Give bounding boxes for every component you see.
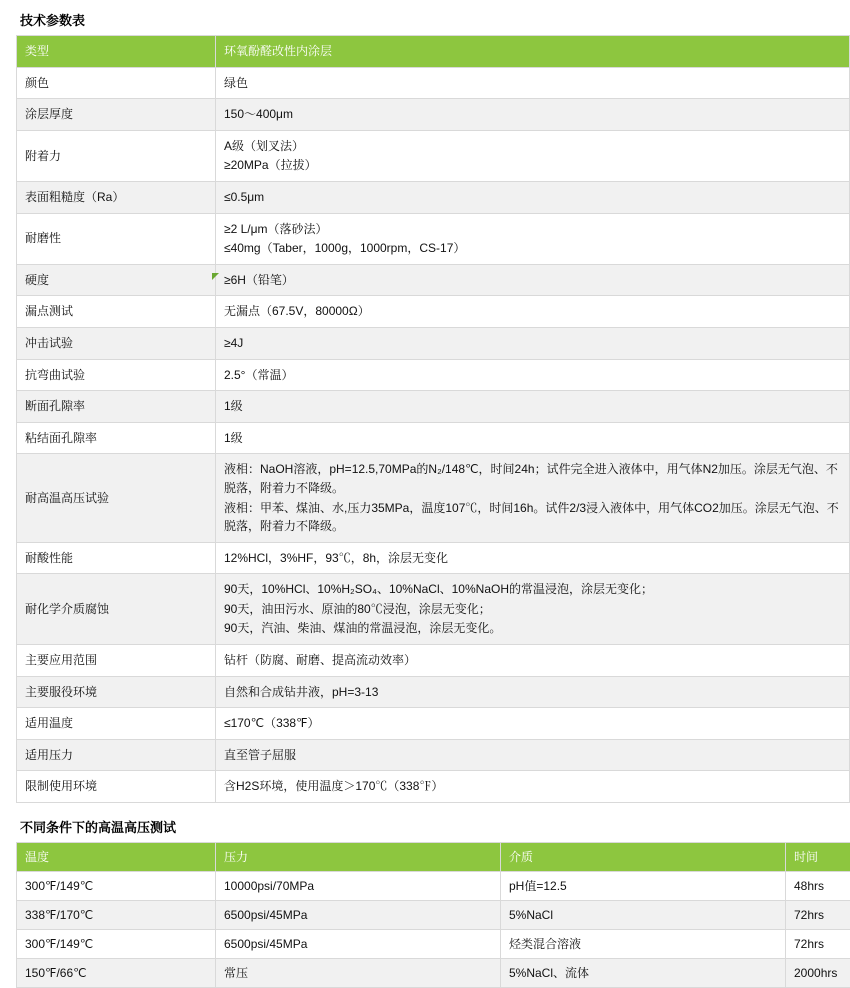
hthp-test-table xyxy=(16,842,850,988)
spec-value-line: ≥20MPa（拉拔） xyxy=(224,156,841,175)
spec-row-value xyxy=(216,130,850,181)
spec-value-line: ≥6H（铅笔） xyxy=(224,271,841,290)
hthp-table-title: 不同条件下的高温高压测试 xyxy=(20,817,842,836)
spec-row xyxy=(17,645,850,677)
spec-row xyxy=(17,676,850,708)
spec-row xyxy=(17,181,850,213)
spec-row-label: 附着力 xyxy=(17,130,216,181)
hthp-table-body xyxy=(17,843,850,988)
spec-row-label: 类型 xyxy=(17,36,216,68)
spec-row-value xyxy=(216,67,850,99)
spec-row xyxy=(17,542,850,574)
spec-value-line: 液相：NaOH溶液，pH=12.5,70MPa的N₂/148℃，时间24h；试件完全进入液体中，用气体N2加压。涂层无气泡、不脱落，附着力不降级。 xyxy=(224,460,841,497)
spec-row-value xyxy=(216,213,850,264)
spec-row-value xyxy=(216,296,850,328)
spec-value-line: 钻杆（防腐、耐磨、提高流动效率） xyxy=(224,651,841,670)
hthp-cell: 10000psi/70MPa xyxy=(216,872,501,901)
spec-row-value xyxy=(216,264,850,296)
spec-row-value xyxy=(216,676,850,708)
spec-value-line: 液相：甲苯、煤油、水,压力35MPa，温度107℃，时间16h。试件2/3浸入液体中，用气体CO2加压。涂层无气泡、不脱落，附着力不降级。 xyxy=(224,499,841,536)
green-corner-marker-icon xyxy=(212,273,219,280)
spec-value-line: 12%HCl，3%HF，93℃，8h，涂层无变化 xyxy=(224,549,841,568)
spec-row-label: 耐高温高压试验 xyxy=(17,454,216,542)
spec-value-line: 90天，汽油、柴油、煤油的常温浸泡，涂层无变化。 xyxy=(224,619,841,638)
spec-row-value xyxy=(216,771,850,803)
spec-row xyxy=(17,327,850,359)
spec-row-label: 耐酸性能 xyxy=(17,542,216,574)
spec-row xyxy=(17,359,850,391)
hthp-row xyxy=(17,901,850,930)
spec-row-value xyxy=(216,391,850,423)
spec-value-line: 90天，油田污水、原油的80℃浸泡，涂层无变化； xyxy=(224,600,841,619)
spec-row-label: 耐化学介质腐蚀 xyxy=(17,574,216,645)
spec-row xyxy=(17,213,850,264)
hthp-cell: 5%NaCl xyxy=(501,901,786,930)
spec-value-line: 环氧酚醛改性内涂层 xyxy=(224,42,841,61)
spec-value-line: 150～400μm xyxy=(224,105,841,124)
spec-value-line: ≤0.5μm xyxy=(224,188,841,207)
spec-row-label: 粘结面孔隙率 xyxy=(17,422,216,454)
spec-row xyxy=(17,574,850,645)
spec-value-line: 2.5°（常温） xyxy=(224,366,841,385)
spec-row xyxy=(17,67,850,99)
hthp-cell: 烃类混合溶液 xyxy=(501,930,786,959)
spec-row-label: 表面粗糙度（Ra） xyxy=(17,181,216,213)
spec-row-label: 冲击试验 xyxy=(17,327,216,359)
spec-row-label: 颜色 xyxy=(17,67,216,99)
spec-value-line: A级（划叉法） xyxy=(224,137,841,156)
spec-value-line: 1级 xyxy=(224,429,841,448)
spec-row-label: 硬度 xyxy=(17,264,216,296)
spec-row-label: 抗弯曲试验 xyxy=(17,359,216,391)
spec-value-line: ≥2 L/μm（落砂法） xyxy=(224,220,841,239)
spec-row-value xyxy=(216,574,850,645)
spec-row xyxy=(17,36,850,68)
spec-row-value xyxy=(216,327,850,359)
spec-row-value xyxy=(216,181,850,213)
spec-row-value xyxy=(216,454,850,542)
spec-row-label: 主要服役环境 xyxy=(17,676,216,708)
hthp-cell: 72hrs xyxy=(786,930,850,959)
spec-value-line: 无漏点（67.5V，80000Ω） xyxy=(224,302,841,321)
spec-row-value xyxy=(216,99,850,131)
spec-row-value xyxy=(216,645,850,677)
hthp-cell: 5%NaCl、流体 xyxy=(501,959,786,988)
spec-row-label: 断面孔隙率 xyxy=(17,391,216,423)
spec-value-line: 自然和合成钻井液，pH=3-13 xyxy=(224,683,841,702)
hthp-column-header: 温度 xyxy=(17,843,216,872)
spec-row xyxy=(17,708,850,740)
spec-row xyxy=(17,264,850,296)
hthp-column-header: 压力 xyxy=(216,843,501,872)
hthp-cell: 338℉/170℃ xyxy=(17,901,216,930)
spec-row xyxy=(17,130,850,181)
spec-value-line: 90天，10%HCl、10%H₂SO₄、10%NaCl、10%NaOH的常温浸泡，涂层无变化； xyxy=(224,580,841,599)
spec-row-label: 限制使用环境 xyxy=(17,771,216,803)
spec-row-label: 涂层厚度 xyxy=(17,99,216,131)
spec-row-label: 耐磨性 xyxy=(17,213,216,264)
hthp-cell: 72hrs xyxy=(786,901,850,930)
spec-value-line: ≤170℃（338℉） xyxy=(224,714,841,733)
spec-row xyxy=(17,391,850,423)
spec-row xyxy=(17,739,850,771)
hthp-cell: pH值=12.5 xyxy=(501,872,786,901)
hthp-header-row xyxy=(17,843,850,872)
hthp-row xyxy=(17,930,850,959)
hthp-cell: 150℉/66℃ xyxy=(17,959,216,988)
hthp-column-header: 介质 xyxy=(501,843,786,872)
spec-value-line: 1级 xyxy=(224,397,841,416)
spec-row-value xyxy=(216,359,850,391)
spec-row xyxy=(17,454,850,542)
spec-row-label: 适用压力 xyxy=(17,739,216,771)
hthp-row xyxy=(17,872,850,901)
hthp-cell: 6500psi/45MPa xyxy=(216,930,501,959)
spec-row xyxy=(17,99,850,131)
hthp-cell: 2000hrs xyxy=(786,959,850,988)
hthp-cell: 48hrs xyxy=(786,872,850,901)
spec-value-line: ≤40mg（Taber，1000g，1000rpm，CS-17） xyxy=(224,239,841,258)
spec-row-label: 主要应用范围 xyxy=(17,645,216,677)
spec-table-body xyxy=(17,36,850,803)
technical-specification-table xyxy=(16,35,850,803)
spec-value-line: ≥4J xyxy=(224,334,841,353)
hthp-cell: 6500psi/45MPa xyxy=(216,901,501,930)
spec-value-line: 含H2S环境，使用温度＞170℃（338℉） xyxy=(224,777,841,796)
spec-row xyxy=(17,296,850,328)
hthp-cell: 300℉/149℃ xyxy=(17,872,216,901)
spec-row-value xyxy=(216,36,850,68)
hthp-column-header: 时间 xyxy=(786,843,850,872)
spec-row-value xyxy=(216,542,850,574)
spec-row xyxy=(17,771,850,803)
spec-value-line: 直至管子屈服 xyxy=(224,746,841,765)
spec-row-value xyxy=(216,739,850,771)
hthp-cell: 300℉/149℃ xyxy=(17,930,216,959)
spec-table-title: 技术参数表 xyxy=(20,10,842,29)
hthp-cell: 常压 xyxy=(216,959,501,988)
spec-value-line: 绿色 xyxy=(224,74,841,93)
spec-row-label: 漏点测试 xyxy=(17,296,216,328)
spec-row-label: 适用温度 xyxy=(17,708,216,740)
spec-row-value xyxy=(216,422,850,454)
spec-row xyxy=(17,422,850,454)
spec-row-value xyxy=(216,708,850,740)
hthp-row xyxy=(17,959,850,988)
